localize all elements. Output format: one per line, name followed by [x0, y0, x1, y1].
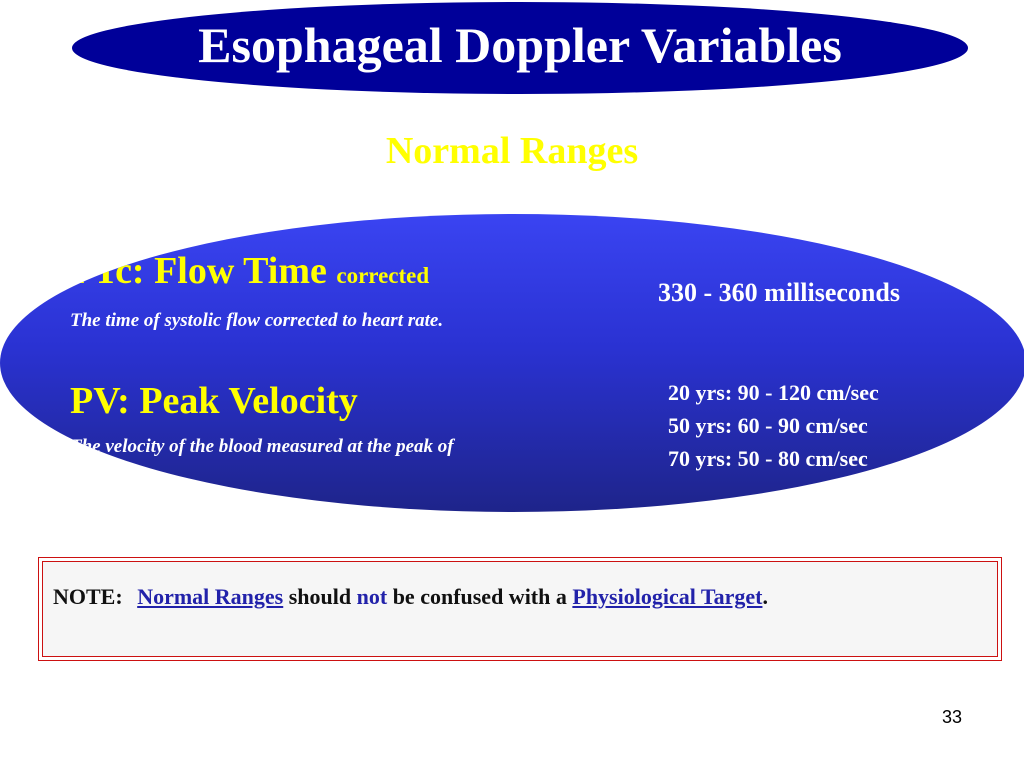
pv-range-50yrs: 50 yrs: 60 - 90 cm/sec [668, 413, 868, 438]
note-period: . [762, 584, 768, 609]
normal-ranges-link[interactable]: Normal Ranges [137, 584, 284, 609]
note-text-confused: be confused with a [392, 584, 567, 609]
pv-range-20yrs: 20 yrs: 90 - 120 cm/sec [668, 380, 879, 405]
note-label: NOTE: [53, 584, 123, 609]
note-box-inner [42, 561, 998, 657]
ftc-normal-range: 330 - 360 milliseconds [658, 278, 900, 307]
ftc-description: The time of systolic flow corrected to heart rate. [70, 310, 444, 331]
slide-title: Esophageal Doppler Variables [198, 17, 842, 73]
ftc-heading [70, 252, 429, 290]
note-text [53, 584, 768, 610]
physiological-target-link[interactable]: Physiological Target [572, 584, 763, 609]
page-number: 33 [941, 707, 962, 727]
pv-normal-ranges [668, 376, 879, 475]
ftc-heading-main: FTc: Flow Time [70, 250, 327, 292]
pv-description: The velocity of the blood measured at the peak of [70, 436, 454, 457]
note-box [38, 557, 1002, 661]
note-text-should: should [288, 584, 352, 609]
note-emphasis-not: not [356, 584, 388, 609]
pv-range-70yrs: 70 yrs: 50 - 80 cm/sec [668, 446, 868, 471]
pv-heading: PV: Peak Velocity [70, 380, 358, 422]
slide-subtitle: Normal Ranges [385, 130, 639, 172]
content-area [0, 214, 1024, 512]
ftc-heading-suffix: corrected [336, 263, 430, 288]
